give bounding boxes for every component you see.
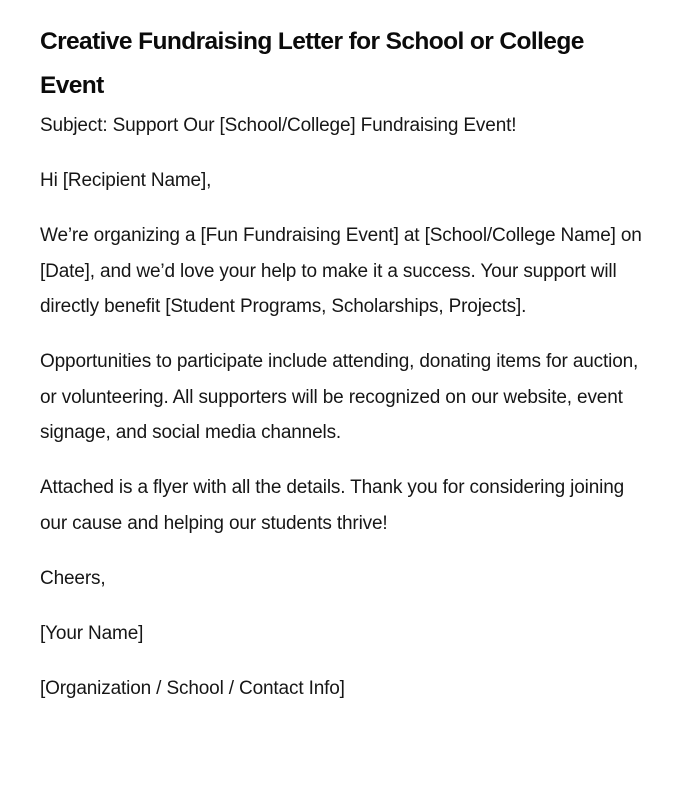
- letter-subject: Subject: Support Our [School/College] Fundraising Event!: [40, 115, 517, 136]
- letter-document: [40, 20, 650, 726]
- letter-paragraph: Attached is a flyer with all the details. Thank you for considering joining our cause and helping our students thrive!: [40, 477, 625, 534]
- signature-organization: [Organization / School / Contact Info]: [40, 677, 345, 699]
- letter-closing: Cheers,: [40, 567, 106, 589]
- letter-paragraph: We’re organizing a [Fun Fundraising Event] at [School/College Name] on [Date], and we’d love your help to make it a success. Your support will directly benefit [Student Programs, Scholarships, Projects].: [40, 225, 642, 317]
- signature-name: [Your Name]: [40, 622, 144, 644]
- letter-paragraph: Opportunities to participate include attending, donating items for auction, or volunteering. All supporters will be recognized on our website, event signage, and social media channels.: [40, 351, 639, 443]
- letter-greeting: Hi [Recipient Name],: [40, 170, 212, 191]
- letter-title: Creative Fundraising Letter for School or College Event: [40, 28, 584, 99]
